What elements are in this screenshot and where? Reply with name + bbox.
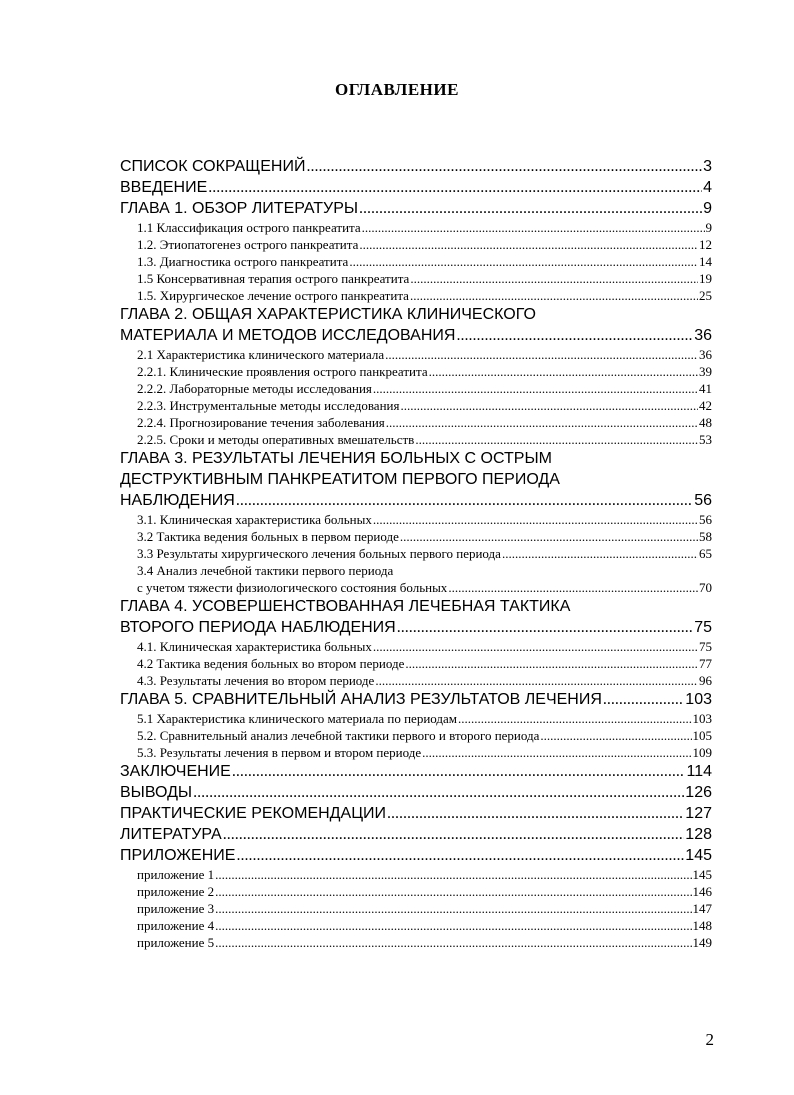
toc-entry-title: 5.2. Сравнительный анализ лечебной тактики первого и второго периода [137,728,540,743]
page-title: ОГЛАВЛЕНИЕ [335,80,459,99]
toc-dot-leader [386,414,698,431]
toc-page-number: 4 [703,179,712,196]
toc-chapter-line[interactable] [120,782,712,803]
toc-chapter-line[interactable] [120,803,712,824]
toc-chapter-line[interactable] [120,304,712,325]
page-number: 2 [705,1030,714,1049]
toc-page-number: 36 [699,347,712,362]
toc-page-number: 65 [699,546,712,561]
toc-section-line[interactable] [120,710,712,727]
toc-entry-title: 2.2.4. Прогнозирование течения заболевания [137,415,385,430]
toc-section-line[interactable] [120,511,712,528]
toc-dot-leader [215,917,691,934]
toc-section-line[interactable] [120,363,712,380]
toc-dot-leader [306,156,702,177]
toc-page-number: 14 [699,254,712,269]
toc-entry-title: 3.4 Анализ лечебной тактики первого периода [137,563,394,578]
toc-dot-leader [502,545,698,562]
toc-chapter-line[interactable] [120,617,712,638]
toc-entry-title: 2.1 Характеристика клинического материала [137,347,385,362]
toc-dot-leader [232,761,686,782]
toc-dot-leader [540,727,691,744]
toc-dot-leader [410,287,698,304]
toc-dot-leader [236,845,684,866]
toc-dot-leader [193,782,684,803]
toc-page-number: 25 [699,288,712,303]
toc-entry-title: МАТЕРИАЛА И МЕТОДОВ ИССЛЕДОВАНИЯ [120,327,456,344]
toc-entry-title: приложение 5 [137,935,215,950]
toc-page-number: 148 [692,918,712,933]
toc-dot-leader [223,824,685,845]
toc-entry-title: 4.2 Тактика ведения больных во втором периоде [137,656,405,671]
toc-section-line[interactable] [120,727,712,744]
toc-page-number: 41 [699,381,712,396]
toc-entry-title: ВТОРОГО ПЕРИОДА НАБЛЮДЕНИЯ [120,619,396,636]
table-of-contents [120,156,712,951]
toc-dot-leader [208,177,702,198]
toc-entry-title: 1.3. Диагностика острого панкреатита [137,254,349,269]
toc-dot-leader [373,380,698,397]
toc-section-line[interactable] [120,270,712,287]
toc-chapter-line[interactable] [120,177,712,198]
toc-section-line[interactable] [120,528,712,545]
toc-entry-title: приложение 3 [137,901,215,916]
toc-dot-leader [236,490,693,511]
toc-section-line[interactable] [120,655,712,672]
toc-dot-leader [400,528,698,545]
toc-page-number: 3 [703,158,712,175]
toc-chapter-line[interactable] [120,448,712,469]
toc-entry-title: приложение 1 [137,867,215,882]
toc-chapter-line[interactable] [120,596,712,617]
toc-dot-leader [397,617,693,638]
toc-page-number: 19 [699,271,712,286]
toc-section-line[interactable] [120,219,712,236]
toc-page-number: 96 [699,673,712,688]
toc-entry-title: НАБЛЮДЕНИЯ [120,492,235,509]
toc-entry-title: ГЛАВА 3. РЕЗУЛЬТАТЫ ЛЕЧЕНИЯ БОЛЬНЫХ С ОСТРЫМ [120,450,552,467]
toc-section-line[interactable] [120,431,712,448]
toc-section-line[interactable] [120,900,712,917]
toc-page-number: 12 [699,237,712,252]
toc-page-number: 53 [699,432,712,447]
toc-entry-title: ГЛАВА 4. УСОВЕРШЕНСТВОВАННАЯ ЛЕЧЕБНАЯ ТАКТИКА [120,598,571,615]
toc-dot-leader [429,363,698,380]
toc-dot-leader [603,689,684,710]
toc-page-number: 77 [699,656,712,671]
toc-dot-leader [400,397,698,414]
toc-page-number: 56 [694,492,712,509]
toc-dot-leader [215,934,691,951]
toc-dot-leader [359,198,702,219]
toc-section-line[interactable] [120,414,712,431]
toc-dot-leader [456,325,693,346]
toc-page-number: 146 [692,884,712,899]
toc-entry-title: ПРАКТИЧЕСКИЕ РЕКОМЕНДАЦИИ [120,805,387,822]
toc-page-number: 147 [692,901,712,916]
toc-section-line[interactable] [120,380,712,397]
toc-dot-leader [362,219,705,236]
toc-page-number: 145 [685,847,712,864]
toc-page-number: 36 [694,327,712,344]
toc-entry-title: приложение 2 [137,884,215,899]
toc-dot-leader [359,236,698,253]
toc-section-line[interactable] [120,253,712,270]
toc-entry-title: ПРИЛОЖЕНИЕ [120,847,236,864]
toc-page-number: 128 [685,826,712,843]
toc-dot-leader [458,710,691,727]
toc-section-line[interactable] [120,672,712,689]
toc-entry-title: приложение 4 [137,918,215,933]
toc-entry-title: 2.2.3. Инструментальные методы исследования [137,398,400,413]
toc-page-number: 114 [686,763,712,780]
toc-entry-title: ГЛАВА 1. ОБЗОР ЛИТЕРАТУРЫ [120,200,359,217]
toc-section-line[interactable] [120,934,712,951]
toc-section-line[interactable] [120,287,712,304]
toc-section-line[interactable] [120,236,712,253]
toc-entry-title: 3.2 Тактика ведения больных в первом периоде [137,529,399,544]
toc-entry-title: 1.5 Консервативная терапия острого панкреатита [137,271,410,286]
toc-section-line[interactable] [120,917,712,934]
toc-dot-leader [375,672,698,689]
toc-page-number: 9 [705,220,712,235]
toc-entry-title: 3.1. Клиническая характеристика больных [137,512,372,527]
toc-page-number: 42 [699,398,712,413]
toc-section-line[interactable] [120,579,712,596]
toc-entry-title: ЛИТЕРАТУРА [120,826,222,843]
toc-page-number: 56 [699,512,712,527]
toc-chapter-line[interactable] [120,689,712,710]
toc-page-number: 75 [699,639,712,654]
toc-dot-leader [410,270,698,287]
toc-section-line[interactable] [120,397,712,414]
toc-page-number: 109 [692,745,712,760]
toc-entry-title: 5.1 Характеристика клинического материала по периодам [137,711,458,726]
toc-section-line[interactable] [120,545,712,562]
toc-page-number: 103 [685,691,712,708]
toc-entry-title: СПИСОК СОКРАЩЕНИЙ [120,158,306,175]
toc-entry-title: 2.2.2. Лабораторные методы исследования [137,381,372,396]
toc-chapter-line[interactable] [120,198,712,219]
toc-dot-leader [387,803,684,824]
toc-entry-title: с учетом тяжести физиологического состояния больных [137,580,448,595]
toc-section-line[interactable] [120,883,712,900]
toc-page-number: 105 [692,728,712,743]
toc-dot-leader [415,431,698,448]
toc-dot-leader [422,744,691,761]
toc-entry-title: 2.2.1. Клинические проявления острого панкреатита [137,364,428,379]
toc-entry-title: ГЛАВА 2. ОБЩАЯ ХАРАКТЕРИСТИКА КЛИНИЧЕСКОГО [120,306,536,323]
toc-dot-leader [385,346,698,363]
toc-entry-title: ВЫВОДЫ [120,784,193,801]
toc-page-number: 70 [699,580,712,595]
toc-dot-leader [373,511,698,528]
toc-section-line[interactable] [120,562,712,579]
toc-chapter-line[interactable] [120,761,712,782]
toc-entry-title: ГЛАВА 5. СРАВНИТЕЛЬНЫЙ АНАЛИЗ РЕЗУЛЬТАТОВ ЛЕЧЕНИЯ [120,691,602,708]
toc-chapter-line[interactable] [120,156,712,177]
toc-section-line[interactable] [120,638,712,655]
toc-dot-leader [215,883,691,900]
toc-dot-leader [373,638,698,655]
toc-dot-leader [448,579,698,596]
toc-chapter-line[interactable] [120,469,712,490]
toc-page-number: 145 [692,867,712,882]
toc-chapter-line[interactable] [120,490,712,511]
toc-chapter-line[interactable] [120,845,712,866]
toc-entry-title: ЗАКЛЮЧЕНИЕ [120,763,231,780]
toc-entry-title: 5.3. Результаты лечения в первом и втором периоде [137,745,422,760]
toc-entry-title: ДЕСТРУКТИВНЫМ ПАНКРЕАТИТОМ ПЕРВОГО ПЕРИОДА [120,471,560,488]
toc-chapter-line[interactable] [120,824,712,845]
toc-entry-title: 1.2. Этиопатогенез острого панкреатита [137,237,359,252]
toc-entry-title: 4.1. Клиническая характеристика больных [137,639,372,654]
toc-entry-title: 4.3. Результаты лечения во втором периоде [137,673,375,688]
toc-page-number: 58 [699,529,712,544]
toc-dot-leader [215,900,691,917]
toc-entry-title: 1.1 Классификация острого панкреатита [137,220,361,235]
toc-page-number: 103 [692,711,712,726]
toc-dot-leader [349,253,698,270]
toc-chapter-line[interactable] [120,325,712,346]
toc-page-number: 39 [699,364,712,379]
toc-dot-leader [405,655,698,672]
toc-section-line[interactable] [120,744,712,761]
toc-page-number: 48 [699,415,712,430]
toc-section-line[interactable] [120,346,712,363]
toc-entry-title: ВВЕДЕНИЕ [120,179,208,196]
toc-page-number: 126 [685,784,712,801]
toc-entry-title: 1.5. Хирургическое лечение острого панкреатита [137,288,409,303]
toc-page-number: 127 [685,805,712,822]
toc-entry-title: 2.2.5. Сроки и методы оперативных вмешательств [137,432,415,447]
toc-dot-leader [215,866,691,883]
toc-page-number: 9 [703,200,712,217]
toc-page-number: 75 [694,619,712,636]
toc-entry-title: 3.3 Результаты хирургического лечения больных первого периода [137,546,501,561]
toc-page-number: 149 [692,935,712,950]
toc-section-line[interactable] [120,866,712,883]
